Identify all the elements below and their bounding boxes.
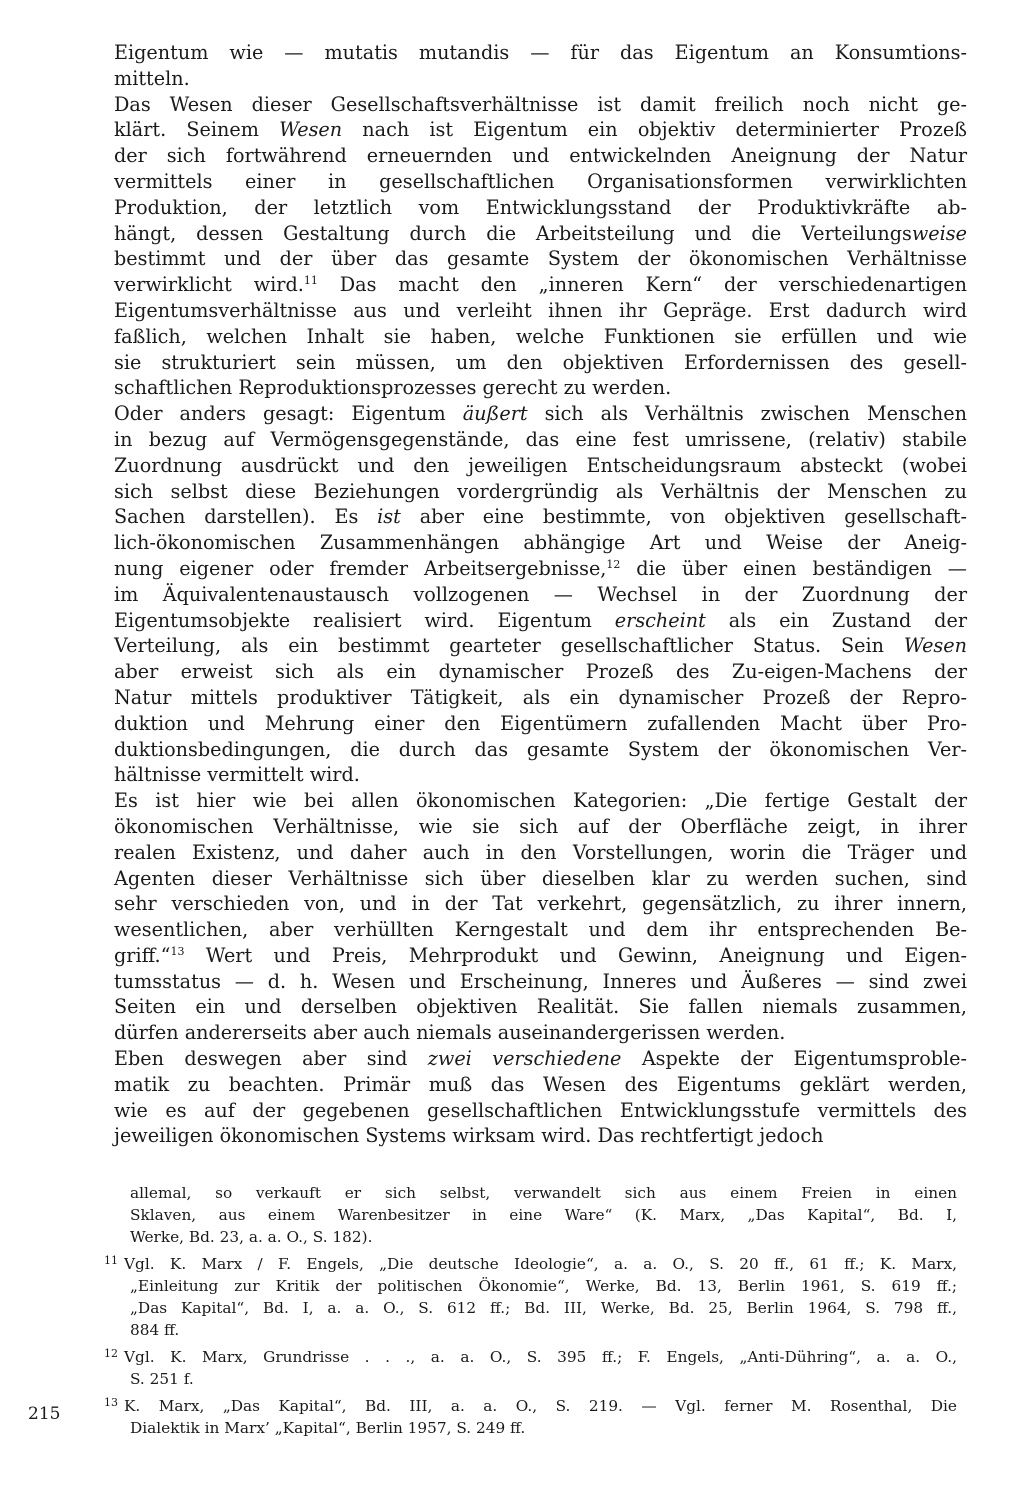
text-line: sich selbst diese Beziehungen vordergründig als Verhältnis der Menschen zu bbox=[114, 479, 967, 503]
text-line: in bezug auf Vermögensgegenstände, das eine fest umrissene, (relativ) stabile bbox=[114, 427, 967, 451]
text-line: schaftlichen Reproduktionsprozesses gerecht zu werden. bbox=[114, 376, 672, 400]
text-line: Eigentum wie — mutatis mutandis — für das Eigentum an Konsumtions- bbox=[114, 41, 967, 64]
text-line: Oder anders gesagt: Eigentum äußert sich als Verhältnis zwischen Menschen bbox=[114, 402, 967, 426]
text-line: Agenten dieser Verhältnisse sich über dieselben klar zu werden suchen, sind bbox=[114, 866, 967, 890]
footnote-line: $^{12}$ Vgl. K. Marx, Grundrisse . . ., a. a. O., S. 395 ff.; F. Engels, „Anti-Dühring“, a. a. O., bbox=[104, 1347, 957, 1366]
text-line: klärt. Seinem Wesen nach ist Eigentum ein objektiv determinierter Prozeß bbox=[114, 118, 967, 142]
footnote-marker: 12 bbox=[104, 1347, 118, 1360]
footnote-line: $^{13}$ K. Marx, „Das Kapital“, Bd. III, a. a. O., S. 219. — Vgl. ferner M. Rosenthal, Die bbox=[104, 1396, 957, 1415]
text-line: Eigentumsobjekte realisiert wird. Eigentum erscheint als ein Zustand der bbox=[114, 608, 967, 632]
footnote-line: „Einleitung zur Kritik der politischen Ökonomie“, Werke, Bd. 13, Berlin 1961, S. 619 ff.; bbox=[130, 1277, 957, 1295]
text-line: verwirklicht wird.$^{11}$ Das macht den „inneren Kern“ der verschiedenartigen bbox=[114, 273, 968, 297]
footnote-marker: 11 bbox=[104, 1254, 118, 1267]
footnote-ref: 12 bbox=[606, 557, 621, 571]
text-line: Produktion, der letztlich vom Entwicklungsstand der Produktivkräfte ab- bbox=[114, 195, 967, 219]
emphasis: Wesen bbox=[903, 634, 967, 658]
paragraph bbox=[114, 40, 967, 92]
footnotes bbox=[104, 1182, 957, 1444]
emphasis: äußert bbox=[462, 402, 528, 426]
text-line: matik zu beachten. Primär muß das Wesen des Eigentums geklärt werden, bbox=[114, 1072, 967, 1096]
paragraph bbox=[114, 92, 967, 402]
footnote-line: $^{11}$ Vgl. K. Marx / F. Engels, „Die deutsche Ideologie“, a. a. O., S. 20 ff., 61 ff.; K. Marx, bbox=[104, 1254, 957, 1273]
text-line: griff.“$^{13}$ Wert und Preis, Mehrprodukt und Gewinn, Aneignung und Eigen- bbox=[114, 943, 967, 967]
text-line: wesentlichen, aber verhüllten Kerngestalt und dem ihr entsprechenden Be- bbox=[114, 918, 967, 942]
text-line: tumsstatus — d. h. Wesen und Erscheinung, Inneres und Äußeres — sind zwei bbox=[114, 969, 967, 993]
paragraph bbox=[114, 1046, 967, 1149]
text-line: dürfen andererseits aber auch niemals auseinandergerissen werden. bbox=[114, 1021, 786, 1045]
emphasis: Wesen bbox=[279, 118, 343, 142]
text-line: hängt, dessen Gestaltung durch die Arbeitsteilung und die Verteilungsweise bbox=[114, 221, 967, 245]
text-line: Eigentumsverhältnisse aus und verleiht ihnen ihr Gepräge. Erst dadurch wird bbox=[114, 298, 967, 322]
text-line: sie strukturiert sein müssen, um den objektiven Erfordernissen des gesell- bbox=[114, 350, 967, 374]
text-line: jeweiligen ökonomischen Systems wirksam wird. Das rechtfertigt jedoch bbox=[114, 1124, 824, 1148]
footnote-line: Dialektik in Marx’ „Kapital“, Berlin 1957, S. 249 ff. bbox=[130, 1419, 526, 1437]
emphasis: zwei verschiedene bbox=[427, 1047, 622, 1071]
text-line: duktion und Mehrung einer den Eigentümern zufallenden Macht über Pro- bbox=[114, 711, 967, 735]
footnote bbox=[104, 1182, 957, 1248]
text-line: ökonomischen Verhältnisse, wie sie sich auf der Oberfläche zeigt, in ihrer bbox=[114, 814, 967, 838]
text-line: Eben deswegen aber sind zwei verschiedene Aspekte der Eigentumsproble- bbox=[114, 1047, 968, 1071]
footnote-line: allemal, so verkauft er sich selbst, verwandelt sich aus einem Freien in einen bbox=[130, 1184, 957, 1202]
main-text bbox=[114, 40, 967, 1149]
text-line: duktionsbedingungen, die durch das gesamte System der ökonomischen Ver- bbox=[114, 737, 967, 761]
text-line: Es ist hier wie bei allen ökonomischen Kategorien: „Die fertige Gestalt der bbox=[114, 789, 967, 813]
footnote-line: „Das Kapital“, Bd. I, a. a. O., S. 612 ff.; Bd. III, Werke, Bd. 25, Berlin 1964, S. 798 ff., bbox=[130, 1299, 957, 1317]
footnote bbox=[104, 1253, 957, 1341]
text-line: vermittels einer in gesellschaftlichen Organisationsformen verwirklichten bbox=[114, 169, 967, 193]
text-line: nung eigener oder fremder Arbeitsergebnisse,$^{12}$ die über einen beständigen — bbox=[114, 556, 967, 580]
paragraph bbox=[114, 401, 967, 788]
text-line: Verteilung, als ein bestimmt gearteter gesellschaftlicher Status. Sein Wesen bbox=[114, 634, 967, 658]
text-line: der sich fortwährend erneuernden und entwickelnden Aneignung der Natur bbox=[114, 144, 967, 168]
footnote bbox=[104, 1395, 957, 1439]
text-line: Zuordnung ausdrückt und den jeweiligen Entscheidungsraum absteckt (wobei bbox=[114, 453, 967, 477]
footnote-line: Werke, Bd. 23, a. a. O., S. 182). bbox=[130, 1228, 373, 1246]
footnote-ref: 13 bbox=[170, 944, 185, 958]
page-number: 215 bbox=[28, 1404, 61, 1424]
text-line: Seiten ein und derselben objektiven Realität. Sie fallen niemals zusammen, bbox=[114, 995, 967, 1019]
text-line: bestimmt und der über das gesamte System der ökonomischen Verhältnisse bbox=[114, 247, 967, 271]
text-line: wie es auf der gegebenen gesellschaftlichen Entwicklungsstufe vermittels des bbox=[114, 1098, 967, 1122]
text-line: Sachen darstellen). Es ist aber eine bestimmte, von objektiven gesellschaft- bbox=[114, 505, 967, 529]
text-line: sehr verschieden von, und in der Tat verkehrt, gegensätzlich, zu ihrer innern, bbox=[114, 892, 967, 916]
text-line: lich-ökonomischen Zusammenhängen abhängige Art und Weise der Aneig- bbox=[114, 531, 967, 555]
emphasis: weise bbox=[911, 221, 967, 245]
footnote bbox=[104, 1346, 957, 1390]
text-line: Das Wesen dieser Gesellschaftsverhältnisse ist damit freilich noch nicht ge- bbox=[114, 92, 967, 116]
footnote-marker: 13 bbox=[104, 1396, 118, 1409]
footnote-line: S. 251 f. bbox=[130, 1370, 194, 1388]
emphasis: ist bbox=[377, 505, 401, 529]
text-line: im Äquivalentenaustausch vollzogenen — Wechsel in der Zuordnung der bbox=[114, 582, 967, 606]
text-line: hältnisse vermittelt wird. bbox=[114, 763, 360, 787]
footnote-line: Sklaven, aus einem Warenbesitzer in eine Ware“ (K. Marx, „Das Kapital“, Bd. I, bbox=[130, 1206, 957, 1224]
footnote-ref: 11 bbox=[303, 274, 318, 288]
text-line: aber erweist sich als ein dynamischer Prozeß des Zu-eigen-Machens der bbox=[114, 660, 967, 684]
paragraph bbox=[114, 788, 967, 1046]
text-line: Natur mittels produktiver Tätigkeit, als ein dynamischer Prozeß der Repro- bbox=[114, 685, 967, 709]
footnote-line: 884 ff. bbox=[130, 1321, 180, 1339]
emphasis: erscheint bbox=[614, 608, 706, 632]
text-line: faßlich, welchen Inhalt sie haben, welche Funktionen sie erfüllen und wie bbox=[114, 324, 967, 348]
text-line: realen Existenz, und daher auch in den Vorstellungen, worin die Träger und bbox=[114, 840, 967, 864]
text-line: mitteln. bbox=[114, 66, 190, 90]
